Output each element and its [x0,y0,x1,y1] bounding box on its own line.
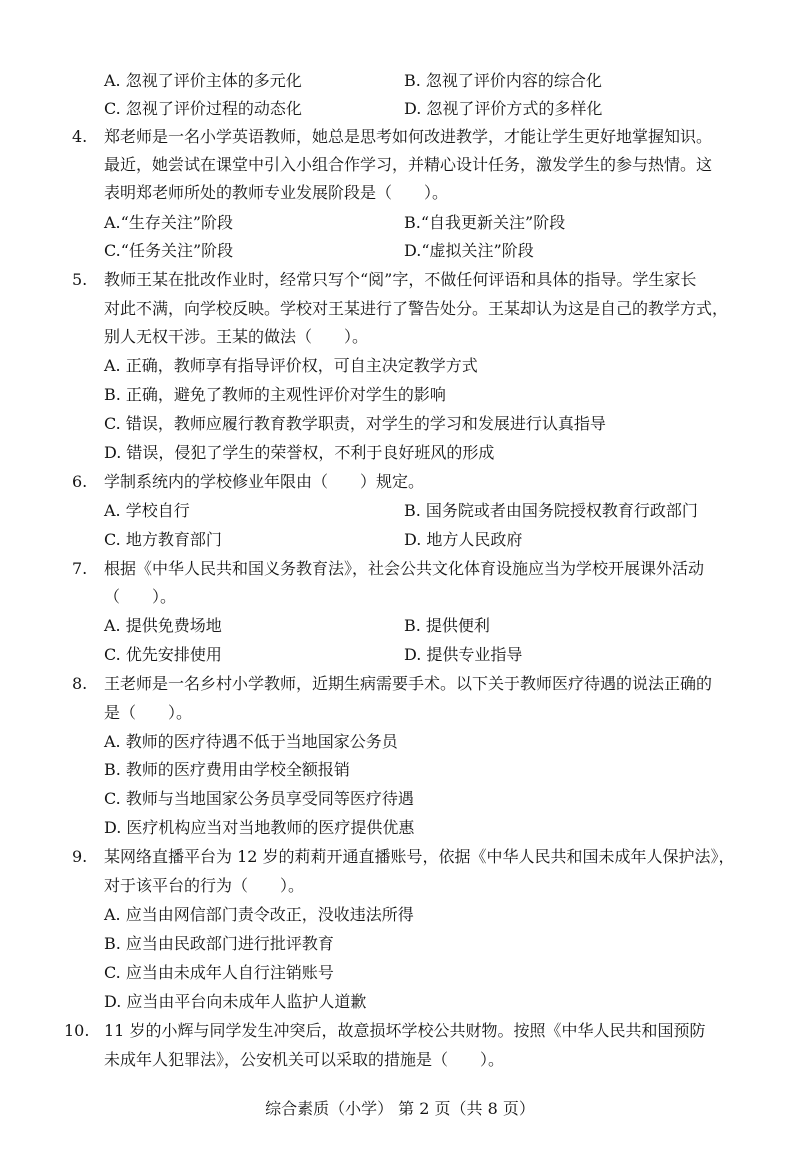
question-number: 5. [72,270,88,289]
option-c: C. 教师与当地国家公务员享受同等医疗待遇 [104,789,414,808]
option-b: B. 应当由民政部门进行批评教育 [104,934,334,953]
option-d: D. 提供专业指导 [404,645,523,664]
question-text-line: 11 岁的小辉与同学发生冲突后，故意损坏学校公共财物。按照《中华人民共和国预防 [104,1021,706,1040]
option-a: A. 应当由网信部门责令改正，没收违法所得 [104,905,414,924]
option-d: D. 应当由平台向未成年人监护人道歉 [104,992,367,1011]
question-text-line: 某网络直播平台为 12 岁的莉莉开通直播账号，依据《中华人民共和国未成年人保护法》， [104,847,735,866]
question-text-line: 根据《中华人民共和国义务教育法》，社会公共文化体育设施应当为学校开展课外活动 [104,559,705,578]
question-text-line: 是（ ）。 [104,703,193,722]
question-text-line: 王老师是一名乡村小学教师，近期生病需要手术。以下关于教师医疗待遇的说法正确的 [104,674,713,693]
question-text-line: 别人无权干涉。王某的做法（ ）。 [104,327,369,346]
option-a: A. 学校自行 [104,501,190,520]
question-text-line: 未成年人犯罪法》，公安机关可以采取的措施是（ ）。 [104,1050,505,1069]
option-d: D. 医疗机构应当对当地教师的医疗提供优惠 [104,818,415,837]
option-b: B.“自我更新关注”阶段 [404,213,566,232]
question-number: 6. [72,472,88,491]
option-a: A. 正确，教师享有指导评价权，可自主决定教学方式 [104,356,478,375]
question-text-line: 表明郑老师所处的教师专业发展阶段是（ ）。 [104,183,449,202]
question-text-line: 最近，她尝试在课堂中引入小组合作学习，并精心设计任务，激发学生的参与热情。这 [104,155,713,174]
question-text-line: 郑老师是一名小学英语教师，她总是思考如何改进教学，才能让学生更好地掌握知识。 [104,127,713,146]
option-b: B. 教师的医疗费用由学校全额报销 [104,760,350,779]
option-d: D. 地方人民政府 [404,530,523,549]
option-c: C. 忽视了评价过程的动态化 [104,99,302,118]
question-number: 7. [72,559,88,578]
question-number: 9. [72,847,88,866]
option-c: C. 应当由未成年人自行注销账号 [104,963,334,982]
option-b: B. 忽视了评价内容的综合化 [404,71,602,90]
question-number: 4. [72,127,88,146]
question-number: 10. [64,1021,90,1040]
option-a: A. 提供免费场地 [104,616,222,635]
question-text-line: 教师王某在批改作业时，经常只写个“阅”字，不做任何评语和具体的指导。学生家长 [104,270,697,289]
option-d: D. 错误，侵犯了学生的荣誉权，不利于良好班风的形成 [104,443,495,462]
option-c: C.“任务关注”阶段 [104,241,234,260]
option-c: C. 错误，教师应履行教育教学职责，对学生的学习和发展进行认真指导 [104,414,606,433]
option-a: A. 教师的医疗待遇不低于当地国家公务员 [104,732,398,751]
option-a: A.“生存关注”阶段 [104,213,234,232]
option-b: B. 提供便利 [404,616,490,635]
option-d: D.“虚拟关注”阶段 [404,241,534,260]
question-number: 8. [72,674,88,693]
option-b: B. 国务院或者由国务院授权教育行政部门 [404,501,698,520]
option-b: B. 正确，避免了教师的主观性评价对学生的影响 [104,385,446,404]
option-a: A. 忽视了评价主体的多元化 [104,71,302,90]
question-text-line: 对此不满，向学校反映。学校对王某进行了警告处分。王某却认为这是自己的教学方式， [104,299,729,318]
option-d: D. 忽视了评价方式的多样化 [404,99,603,118]
option-c: C. 优先安排使用 [104,645,222,664]
option-c: C. 地方教育部门 [104,530,222,549]
question-text-line: （ ）。 [104,587,177,606]
question-text-line: 学制系统内的学校修业年限由（ ）规定。 [104,472,425,491]
question-text-line: 对于该平台的行为（ ）。 [104,876,305,895]
page-footer: 综合素质（小学） 第 2 页（共 8 页） [265,1099,535,1118]
